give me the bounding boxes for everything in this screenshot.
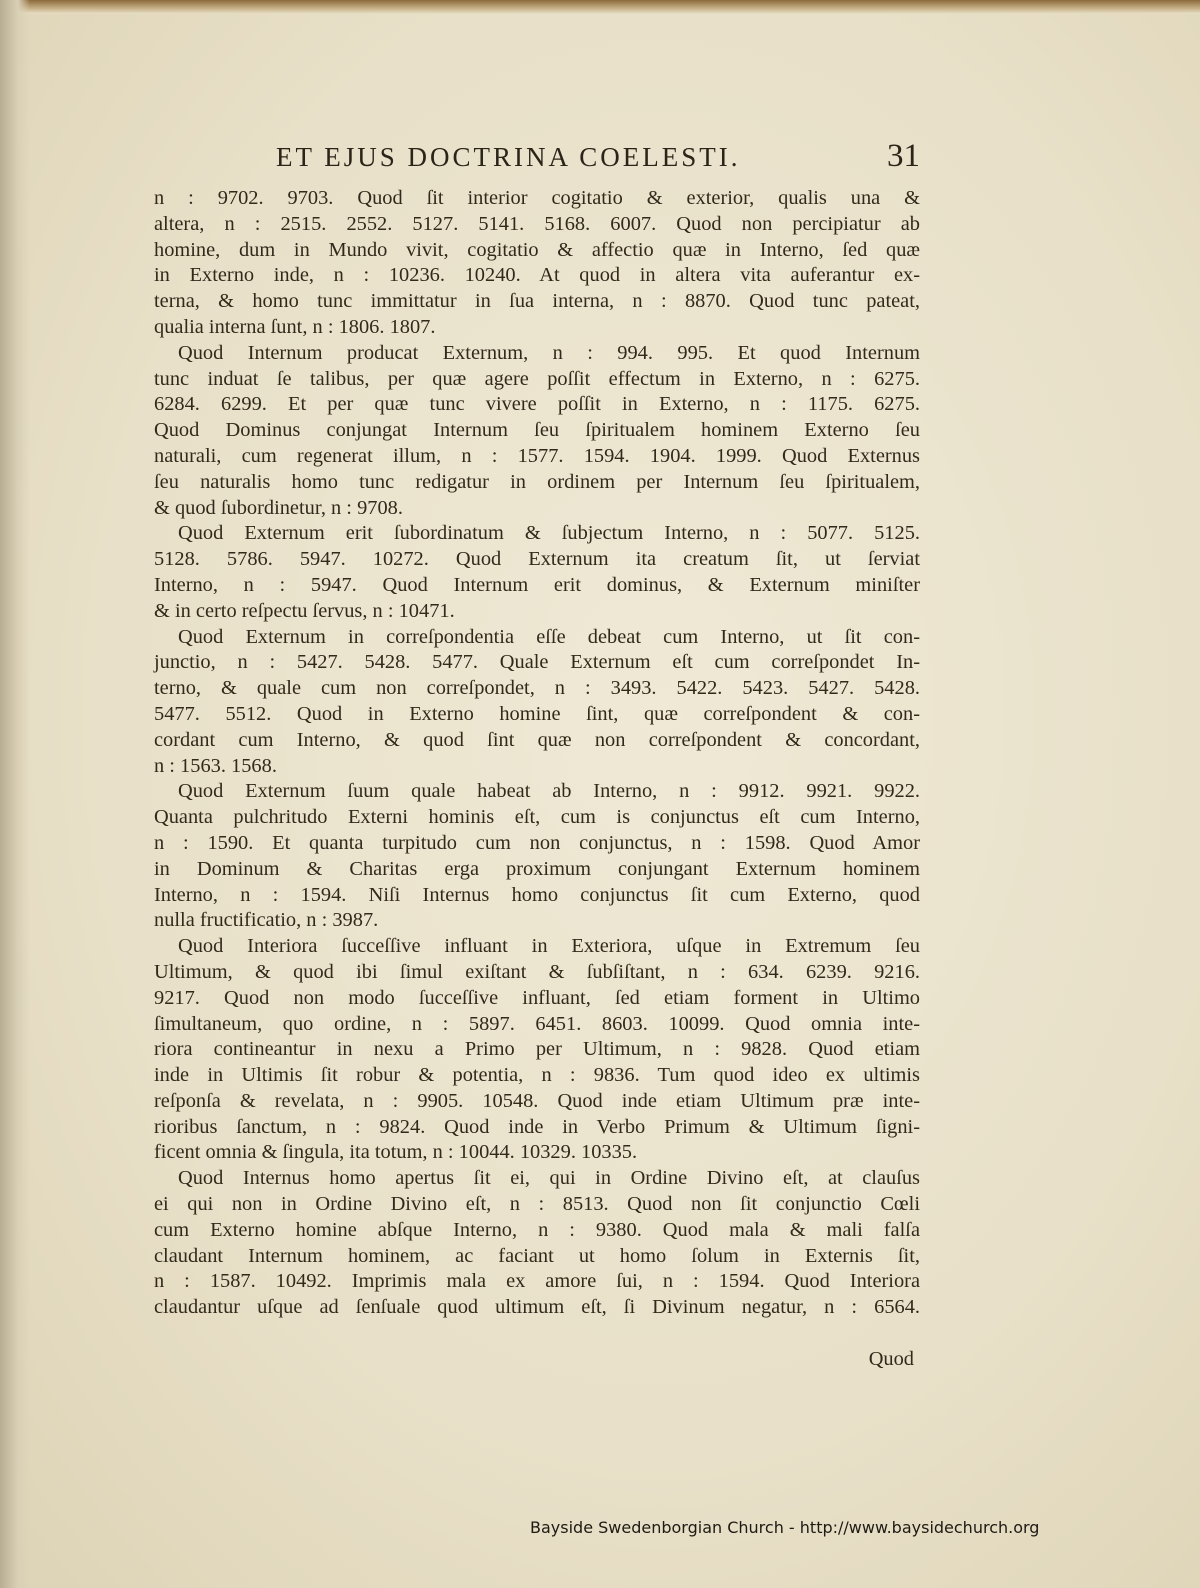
- text-line: 6284. 6299. Et per quæ tunc vivere poſſit in Externo, n : 1175. 6275.: [154, 393, 920, 416]
- text-line: cordant cum Interno, & quod ſint quæ non correſpondent & concordant,: [154, 728, 920, 751]
- page-top-edge: [0, 0, 1200, 14]
- text-line: homine, dum in Mundo vivit, cogitatio & affectio quæ in Interno, ſed quæ: [154, 238, 920, 261]
- text-line: [154, 1321, 920, 1347]
- text-line: Ultimum, & quod ibi ſimul exiſtant & ſubſiſtant, n : 634. 6239. 9216.: [154, 960, 920, 983]
- text-line: in Externo inde, n : 10236. 10240. At quod in altera vita auferantur ex-: [154, 264, 920, 287]
- text-line: Quod Externum ſuum quale habeat ab Interno, n : 9912. 9921. 9922.: [178, 780, 920, 803]
- text-line: & quod ſubordinetur, n : 9708.: [154, 496, 403, 519]
- text-line: junctio, n : 5427. 5428. 5477. Quale Externum eſt cum correſpondet In-: [154, 651, 920, 674]
- text-line: n : 9702. 9703. Quod ſit interior cogitatio & exterior, qualis una &: [154, 187, 920, 209]
- text-line: Quod Dominus conjungat Internum ſeu ſpiritualem hominem Externo ſeu: [154, 419, 920, 442]
- text-line: ei qui non in Ordine Divino eſt, n : 8513. Quod non ſit conjunctio Cœli: [154, 1193, 920, 1216]
- text-line: Interno, n : 5947. Quod Internum erit dominus, & Externum miniſter: [154, 573, 920, 596]
- catchword: Quod: [868, 1347, 914, 1370]
- text-line: nulla fructificatio, n : 3987.: [154, 909, 379, 932]
- text-line: reſponſa & revelata, n : 9905. 10548. Quod inde etiam Ultimum præ inte-: [154, 1089, 920, 1112]
- text-line: n : 1587. 10492. Imprimis mala ex amore ſui, n : 1594. Quod Interiora: [154, 1270, 920, 1293]
- text-line: Quod Interiora ſucceſſive influant in Exteriora, uſque in Extremum ſeu: [178, 935, 920, 958]
- text-line: naturali, cum regenerat illum, n : 1577. 1594. 1904. 1999. Quod Externus: [154, 444, 920, 467]
- text-line: Quod Externum in correſpondentia eſſe debeat cum Interno, ut ſit con-: [178, 625, 920, 648]
- text-line: Quod Externum erit ſubordinatum & ſubjectum Interno, n : 5077. 5125.: [178, 522, 920, 545]
- page-gutter-shadow: [0, 0, 30, 1588]
- text-body: [154, 186, 920, 1373]
- text-line: ficent omnia & ſingula, ita totum, n : 10044. 10329. 10335.: [154, 1141, 638, 1164]
- text-line: Quod Internum producat Externum, n : 994. 995. Et quod Internum: [178, 341, 920, 364]
- page-number: 31: [887, 138, 920, 174]
- text-line: Quod Internus homo apertus ſit ei, qui in Ordine Divino eſt, at clauſus: [178, 1167, 920, 1190]
- text-line: n : 1563. 1568.: [154, 754, 277, 777]
- text-line: rioribus ſanctum, n : 9824. Quod inde in Verbo Primum & Ultimum ſigni-: [154, 1115, 920, 1138]
- text-line: Interno, n : 1594. Niſi Internus homo conjunctus ſit cum Externo, quod: [154, 883, 920, 906]
- running-head: ET EJUS DOCTRINA COELESTI.: [276, 142, 741, 172]
- footer-credit: Bayside Swedenborgian Church - http://www.baysidechurch.org: [530, 1518, 1040, 1537]
- text-line: 9217. Quod non modo ſucceſſive influant, ſed etiam forment in Ultimo: [154, 986, 920, 1009]
- page-header: [150, 138, 924, 178]
- text-line: qualia interna ſunt, n : 1806. 1807.: [154, 315, 436, 338]
- text-line: tunc induat ſe talibus, per quæ agere poſſit effectum in Externo, n : 6275.: [154, 367, 920, 390]
- text-line: terna, & homo tunc immittatur in ſua interna, n : 8870. Quod tunc pateat,: [154, 290, 920, 313]
- text-line: inde in Ultimis ſit robur & potentia, n : 9836. Tum quod ideo ex ultimis: [154, 1064, 920, 1087]
- text-line: Quanta pulchritudo Externi hominis eſt, cum is conjunctus eſt cum Interno,: [154, 806, 920, 829]
- text-line: & in certo reſpectu ſervus, n : 10471.: [154, 599, 455, 622]
- text-line: n : 1590. Et quanta turpitudo cum non conjunctus, n : 1598. Quod Amor: [154, 831, 920, 854]
- text-line: claudantur uſque ad ſenſuale quod ultimum eſt, ſi Divinum negatur, n : 6564.: [154, 1296, 920, 1319]
- text-line: ſimultaneum, quo ordine, n : 5897. 6451. 8603. 10099. Quod omnia inte-: [154, 1012, 920, 1035]
- text-line: 5477. 5512. Quod in Externo homine ſint, quæ correſpondent & con-: [154, 702, 920, 725]
- text-line: 5128. 5786. 5947. 10272. Quod Externum ita creatum ſit, ut ſerviat: [154, 548, 920, 571]
- text-line: altera, n : 2515. 2552. 5127. 5141. 5168. 6007. Quod non percipiatur ab: [154, 212, 920, 235]
- text-line: in Dominum & Charitas erga proximum conjungant Externum hominem: [154, 857, 920, 880]
- text-line: riora contineantur in nexu a Primo per Ultimum, n : 9828. Quod etiam: [154, 1038, 920, 1061]
- text-line: cum Externo homine abſque Interno, n : 9380. Quod mala & mali falſa: [154, 1218, 920, 1241]
- text-line: claudant Internum hominem, ac faciant ut homo ſolum in Externis ſit,: [154, 1244, 920, 1267]
- text-line: terno, & quale cum non correſpondet, n : 3493. 5422. 5423. 5427. 5428.: [154, 677, 920, 700]
- text-line: ſeu naturalis homo tunc redigatur in ordinem per Internum ſeu ſpiritualem,: [154, 470, 920, 493]
